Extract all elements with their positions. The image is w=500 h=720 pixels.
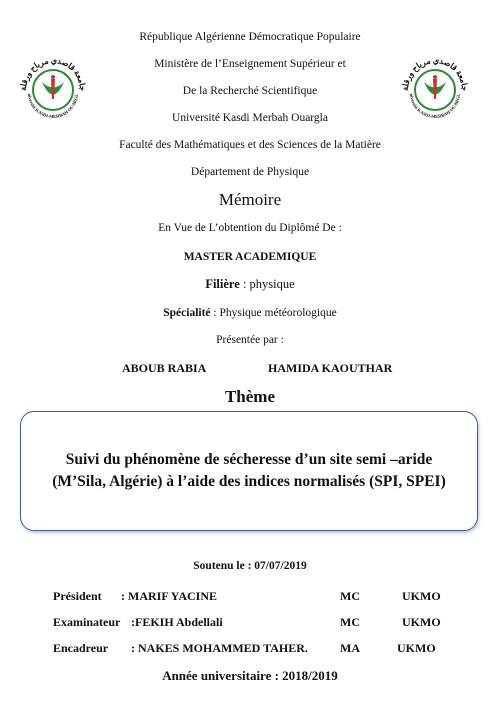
- author-2: HAMIDA KAOUTHAR: [268, 361, 393, 375]
- jury-name-1: :FEKIH Abdellali: [131, 615, 223, 629]
- jury-name-0: : MARIF YACINE: [121, 589, 217, 603]
- jury-institution-2: UKMO: [397, 641, 436, 655]
- jury-institution-0: UKMO: [402, 589, 441, 603]
- logo-caption-arabic: جامعة قاصدي مرباح ورقلة: [18, 55, 88, 92]
- header-faculty: Faculté des Mathématiques et des Sciences de la Matière: [119, 139, 381, 151]
- jury-name-2: : NAKES MOHAMMED TAHER.: [131, 641, 308, 655]
- header-research: De la Recherché Scientifique: [182, 85, 318, 97]
- jury-grade-0: MC: [340, 589, 360, 603]
- filiere-line: [0, 277, 500, 292]
- jury-role-1: Examinateur: [53, 615, 121, 629]
- theme-box: [20, 411, 478, 531]
- jury-institution-1: UKMO: [402, 615, 441, 629]
- obtention-line: En Vue de L’obtention du Diplômé De :: [158, 222, 342, 234]
- specialite-label: Spécialité: [163, 307, 211, 319]
- specialite-line: [0, 307, 500, 319]
- jury-role-2: Encadreur: [53, 641, 109, 655]
- header-university: Université Kasdi Merbah Ouargla: [172, 112, 328, 124]
- jury-grade-1: MC: [340, 615, 360, 629]
- logo-caption-latin: niversité KASDI-MERBAH OUARGL: [408, 93, 462, 120]
- theme-heading: Thème: [224, 387, 276, 406]
- academic-year: Année universitaire : 2018/2019: [162, 668, 338, 683]
- jury-grade-2: MA: [340, 641, 360, 655]
- theme-title: Suivi du phénomène de sécheresse d’un site semi –aride (M’Sila, Algérie) à l’aide des indices normalisés (SPI, SPEI): [52, 451, 446, 490]
- defense-date: Soutenu le : 07/07/2019: [193, 560, 307, 572]
- header-republic: République Algérienne Démocratique Populaire: [139, 31, 361, 43]
- header-ministry: Ministère de l’Enseignement Supérieur et: [154, 58, 346, 70]
- author-1: ABOUB RABIA: [122, 361, 207, 375]
- specialite-value: : Physique météorologique: [210, 307, 337, 319]
- filiere-value: : physique: [239, 277, 295, 291]
- jury-role-0: Président: [53, 589, 102, 603]
- header-department: Département de Physique: [190, 166, 310, 178]
- presented-by: Présentée par :: [216, 334, 284, 346]
- filiere-label: Filière: [205, 277, 240, 291]
- memoire-title: Mémoire: [218, 190, 282, 209]
- diploma-line: MASTER ACADEMIQUE: [183, 251, 317, 263]
- logo-caption-arabic: جامعة قاصدي مرباح ورقلة: [400, 55, 470, 92]
- logo-caption-latin: niversité KASDI-MERBAH OUARGL: [26, 93, 80, 120]
